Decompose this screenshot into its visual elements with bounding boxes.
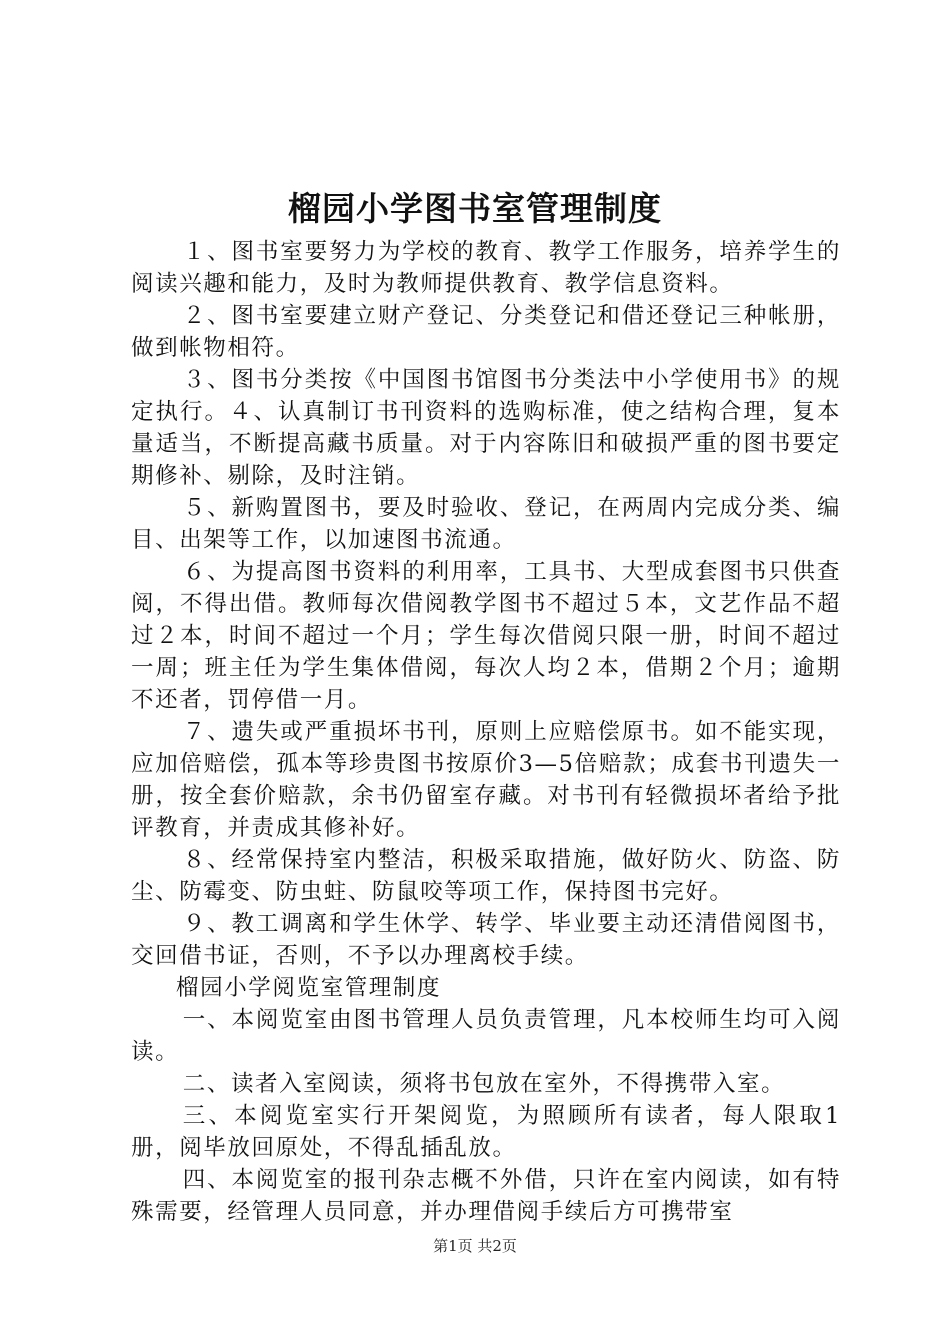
reading-room-rule-1: 一、本阅览室由图书管理人员负责管理，凡本校师生均可入阅读。	[131, 1007, 841, 1065]
reading-room-rule-4: 四、本阅览室的报刊杂志概不外借，只许在室内阅读，如有特殊需要，经管理人员同意，并办理借阅手续后方可携带室	[131, 1167, 841, 1225]
rule-paragraph-5: ５、新购置图书，要及时验收、登记，在两周内完成分类、编目、出架等工作，以加速图书流通。	[131, 495, 841, 553]
rule-paragraph-9: ９、教工调离和学生休学、转学、毕业要主动还清借阅图书，交回借书证，否则，不予以办理离校手续。	[131, 911, 841, 969]
rule-paragraph-3: ３、图书分类按《中国图书馆图书分类法中小学使用书》的规定执行。４、认真制订书刊资料的选购标准，使之结构合理，复本量适当，不断提高藏书质量。对于内容陈旧和破损严重的图书要定期修补、剔除，及时注销。	[131, 367, 841, 489]
document-body	[131, 236, 841, 1228]
reading-room-subtitle: 榴园小学阅览室管理制度	[176, 975, 442, 1001]
rule-paragraph-6: ６、为提高图书资料的利用率，工具书、大型成套图书只供查阅，不得出借。教师每次借阅教学图书不超过５本，文艺作品不超过２本，时间不超过一个月；学生每次借阅只限一册，时间不超过一周；班主任为学生集体借阅，每次人均２本，借期２个月；逾期不还者，罚停借一月。	[131, 559, 841, 713]
rule-paragraph-7: ７、遗失或严重损坏书刊，原则上应赔偿原书。如不能实现，应加倍赔偿，孤本等珍贵图书按原价3—5倍赔款；成套书刊遗失一册，按全套价赔款，余书仍留室存藏。对书刊有轻微损坏者给予批评教育，并责成其修补好。	[131, 719, 841, 841]
rule-paragraph-2: ２、图书室要建立财产登记、分类登记和借还登记三种帐册，做到帐物相符。	[131, 303, 841, 361]
rule-paragraph-8: ８、经常保持室内整洁，积极采取措施，做好防火、防盗、防尘、防霉变、防虫蛀、防鼠咬等项工作，保持图书完好。	[131, 847, 841, 905]
rule-paragraph-1: １、图书室要努力为学校的教育、教学工作服务，培养学生的阅读兴趣和能力，及时为教师提供教育、教学信息资料。	[131, 239, 841, 297]
document-title: 榴园小学图书室管理制度	[288, 189, 662, 228]
reading-room-rule-2: 二、读者入室阅读，须将书包放在室外，不得携带入室。	[182, 1071, 786, 1097]
reading-room-rule-3: 三、本阅览室实行开架阅览，为照顾所有读者，每人限取1册，阅毕放回原处，不得乱插乱放。	[131, 1103, 841, 1161]
page-number-footer: 第1页 共2页	[433, 1237, 517, 1255]
